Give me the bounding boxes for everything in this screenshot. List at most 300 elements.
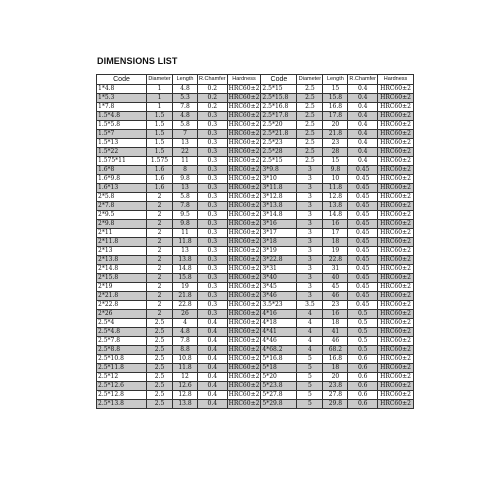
cell-hardness: HRC60±2 <box>228 319 260 326</box>
cell-chamfer: 0.3 <box>198 292 228 301</box>
cell-code: 1*4.8 <box>97 85 147 94</box>
cell-hardness: HRC60±2 <box>378 139 414 148</box>
table-row <box>97 337 414 346</box>
table-row <box>97 238 414 247</box>
cell-hardness: HRC60±2 <box>378 238 414 247</box>
cell-diameter: 4 <box>297 328 323 337</box>
table-row <box>97 400 414 409</box>
cell-length: 9.8 <box>323 166 348 175</box>
cell-hardness: HRC60±2 <box>228 274 260 281</box>
cell-hardness: HRC60±2 <box>228 310 260 317</box>
cell-chamfer: 0.3 <box>198 256 228 265</box>
table-row <box>97 103 414 112</box>
table-row <box>97 85 414 94</box>
table-row <box>97 193 414 202</box>
header-code: Code <box>97 75 147 85</box>
cell-chamfer: 0.45 <box>348 220 378 229</box>
cell-chamfer: 0.45 <box>348 274 378 283</box>
cell-chamfer: 0.3 <box>198 220 228 229</box>
cell-chamfer: 0.3 <box>198 211 228 220</box>
cell-hardness: HRC60±2 <box>378 265 414 274</box>
header-length: Length <box>323 75 348 85</box>
cell-code: 3*46 <box>261 292 297 301</box>
cell-length: 18 <box>323 364 348 373</box>
cell-chamfer: 0.3 <box>198 175 228 184</box>
cell-code: 2*9.8 <box>97 220 147 229</box>
cell-length: 16.8 <box>323 103 348 112</box>
cell-code: 2.5*7.8 <box>97 337 147 346</box>
cell-length: 19 <box>173 283 198 292</box>
cell-diameter: 3 <box>297 229 323 238</box>
cell-length: 11 <box>173 157 198 166</box>
cell-code: 1.5*22 <box>97 148 147 157</box>
cell-chamfer: 0.3 <box>198 310 228 319</box>
cell-code: 2.5*17.8 <box>261 112 297 121</box>
cell-hardness: HRC60±2 <box>378 85 414 94</box>
cell-chamfer: 0.45 <box>348 229 378 238</box>
cell-length: 20 <box>323 121 348 130</box>
cell-length: 12.6 <box>173 382 198 391</box>
header-chamfer: R.Chamfer <box>198 75 228 85</box>
cell-length: 5.3 <box>173 94 198 103</box>
cell-hardness: HRC60±2 <box>228 301 260 308</box>
cell-length: 46 <box>323 337 348 346</box>
cell-hardness: HRC60±2 <box>378 103 414 112</box>
cell-diameter: 3 <box>297 211 323 220</box>
cell-hardness: HRC60±2 <box>378 283 414 292</box>
table-row <box>97 355 414 364</box>
cell-chamfer: 0.4 <box>198 346 228 355</box>
table-row <box>97 301 414 310</box>
cell-diameter: 3 <box>297 247 323 256</box>
cell-diameter: 4 <box>297 346 323 355</box>
cell-chamfer: 0.45 <box>348 301 378 310</box>
cell-length: 9.5 <box>173 211 198 220</box>
cell-length: 18 <box>323 238 348 247</box>
cell-chamfer: 0.4 <box>198 373 228 382</box>
cell-hardness: HRC60±2 <box>378 382 414 391</box>
cell-chamfer: 0.3 <box>198 274 228 283</box>
cell-length: 26 <box>173 310 198 319</box>
cell-length: 22 <box>173 148 198 157</box>
cell-diameter: 2.5 <box>147 400 173 409</box>
cell-length: 22.8 <box>323 256 348 265</box>
cell-diameter: 2 <box>147 202 173 211</box>
cell-hardness: HRC60±2 <box>228 103 260 110</box>
cell-chamfer: 0.3 <box>198 121 228 130</box>
cell-chamfer: 0.4 <box>198 337 228 346</box>
cell-length: 16 <box>323 220 348 229</box>
cell-chamfer: 0.4 <box>348 112 378 121</box>
table-row <box>97 229 414 238</box>
cell-length: 29.8 <box>323 400 348 409</box>
cell-code: 5*23.8 <box>261 382 297 391</box>
table-row <box>97 382 414 391</box>
cell-chamfer: 0.4 <box>348 157 378 166</box>
cell-diameter: 2.5 <box>297 121 323 130</box>
cell-code: 1.5*4.8 <box>97 112 147 121</box>
cell-length: 11 <box>173 229 198 238</box>
cell-diameter: 1.5 <box>147 112 173 121</box>
cell-code: 4*68.2 <box>261 346 297 355</box>
cell-diameter: 4 <box>297 310 323 319</box>
cell-length: 20 <box>323 373 348 382</box>
cell-chamfer: 0.3 <box>198 301 228 310</box>
cell-hardness: HRC60±2 <box>378 319 414 328</box>
cell-code: 3*18 <box>261 238 297 247</box>
cell-code: 2*13 <box>97 247 147 256</box>
cell-length: 15.8 <box>173 274 198 283</box>
cell-hardness: HRC60±2 <box>378 112 414 121</box>
cell-code: 1.5*13 <box>97 139 147 148</box>
table-row <box>97 211 414 220</box>
cell-diameter: 2.5 <box>297 130 323 139</box>
cell-chamfer: 0.3 <box>198 238 228 247</box>
cell-diameter: 2 <box>147 283 173 292</box>
cell-diameter: 2.5 <box>147 382 173 391</box>
cell-length: 45 <box>323 283 348 292</box>
cell-code: 2*22.8 <box>97 301 147 310</box>
cell-diameter: 5 <box>297 400 323 409</box>
cell-hardness: HRC60±2 <box>228 292 260 299</box>
cell-chamfer: 0.3 <box>198 265 228 274</box>
cell-hardness: HRC60±2 <box>228 283 260 290</box>
cell-chamfer: 0.2 <box>198 103 228 112</box>
cell-chamfer: 0.45 <box>348 202 378 211</box>
cell-code: 2*14.8 <box>97 265 147 274</box>
cell-length: 31 <box>323 265 348 274</box>
cell-chamfer: 0.45 <box>348 247 378 256</box>
cell-chamfer: 0.5 <box>348 319 378 328</box>
cell-diameter: 2.5 <box>147 319 173 328</box>
cell-hardness: HRC60±2 <box>228 391 260 398</box>
cell-diameter: 2 <box>147 247 173 256</box>
cell-length: 11.8 <box>323 184 348 193</box>
table-row <box>97 166 414 175</box>
cell-code: 2*15.8 <box>97 274 147 283</box>
cell-length: 4.8 <box>173 112 198 121</box>
table-row <box>97 112 414 121</box>
cell-length: 12.8 <box>173 391 198 400</box>
cell-chamfer: 0.45 <box>348 283 378 292</box>
cell-code: 2.5*12.6 <box>97 382 147 391</box>
cell-diameter: 5 <box>297 382 323 391</box>
cell-chamfer: 0.3 <box>198 166 228 175</box>
cell-length: 5.8 <box>173 193 198 202</box>
cell-chamfer: 0.5 <box>348 337 378 346</box>
cell-hardness: HRC60±2 <box>228 184 260 191</box>
cell-code: 1.575*11 <box>97 157 147 166</box>
cell-length: 13.8 <box>173 256 198 265</box>
table-row <box>97 139 414 148</box>
cell-hardness: HRC60±2 <box>228 337 260 344</box>
cell-hardness: HRC60±2 <box>228 211 260 218</box>
cell-length: 14.8 <box>323 211 348 220</box>
cell-code: 2.5*15.8 <box>261 94 297 103</box>
cell-hardness: HRC60±2 <box>228 175 260 182</box>
cell-diameter: 3 <box>297 193 323 202</box>
cell-hardness: HRC60±2 <box>228 355 260 362</box>
cell-chamfer: 0.4 <box>348 85 378 94</box>
cell-diameter: 2 <box>147 238 173 247</box>
cell-code: 2.5*28 <box>261 148 297 157</box>
cell-diameter: 2 <box>147 265 173 274</box>
cell-chamfer: 0.45 <box>348 175 378 184</box>
cell-length: 14.8 <box>173 265 198 274</box>
cell-hardness: HRC60±2 <box>228 85 260 92</box>
cell-chamfer: 0.5 <box>348 310 378 319</box>
header-diameter: Diameter <box>147 75 173 85</box>
cell-length: 8.8 <box>173 346 198 355</box>
cell-code: 2.5*23 <box>261 139 297 148</box>
cell-length: 27.8 <box>323 391 348 400</box>
cell-length: 11.8 <box>173 238 198 247</box>
cell-chamfer: 0.45 <box>348 265 378 274</box>
cell-code: 2*7.8 <box>97 202 147 211</box>
cell-hardness: HRC60±2 <box>228 364 260 371</box>
header-diameter: Diameter <box>297 75 323 85</box>
cell-chamfer: 0.45 <box>348 166 378 175</box>
cell-chamfer: 0.4 <box>198 328 228 337</box>
cell-chamfer: 0.45 <box>348 193 378 202</box>
cell-length: 13.8 <box>173 400 198 409</box>
cell-code: 3*11.8 <box>261 184 297 193</box>
cell-diameter: 1.5 <box>147 130 173 139</box>
cell-length: 13 <box>173 247 198 256</box>
table-row <box>97 319 414 328</box>
cell-length: 15 <box>323 85 348 94</box>
cell-code: 1*5.3 <box>97 94 147 103</box>
cell-hardness: HRC60±2 <box>228 112 260 119</box>
cell-code: 2.5*8.8 <box>97 346 147 355</box>
cell-hardness: HRC60±2 <box>378 121 414 130</box>
cell-chamfer: 0.6 <box>348 364 378 373</box>
cell-hardness: HRC60±2 <box>378 400 414 409</box>
cell-chamfer: 0.6 <box>348 400 378 409</box>
cell-hardness: HRC60±2 <box>228 166 260 173</box>
cell-diameter: 1.5 <box>147 148 173 157</box>
table-row <box>97 310 414 319</box>
table-row <box>97 202 414 211</box>
cell-diameter: 2 <box>147 310 173 319</box>
table-header-row <box>97 75 414 85</box>
cell-code: 1.6*9.8 <box>97 175 147 184</box>
cell-length: 7.8 <box>173 202 198 211</box>
cell-length: 21.8 <box>173 292 198 301</box>
table-row <box>97 274 414 283</box>
cell-length: 8 <box>173 166 198 175</box>
cell-diameter: 1.575 <box>147 157 173 166</box>
cell-chamfer: 0.4 <box>198 400 228 409</box>
cell-hardness: HRC60±2 <box>378 301 414 310</box>
cell-length: 23 <box>323 301 348 310</box>
cell-hardness: HRC60±2 <box>228 247 260 254</box>
cell-code: 2.5*12 <box>97 373 147 382</box>
cell-length: 17.8 <box>323 112 348 121</box>
cell-code: 3*12.8 <box>261 193 297 202</box>
table-row <box>97 175 414 184</box>
cell-code: 1.5*7 <box>97 130 147 139</box>
cell-code: 2.5*12.8 <box>97 391 147 400</box>
cell-chamfer: 0.5 <box>348 346 378 355</box>
cell-chamfer: 0.3 <box>198 148 228 157</box>
cell-code: 3*17 <box>261 229 297 238</box>
cell-diameter: 1 <box>147 94 173 103</box>
cell-code: 1.6*8 <box>97 166 147 175</box>
cell-hardness: HRC60±2 <box>228 229 260 236</box>
cell-code: 2*5.8 <box>97 193 147 202</box>
cell-hardness: HRC60±2 <box>378 175 414 184</box>
cell-chamfer: 0.6 <box>348 373 378 382</box>
table-row <box>97 157 414 166</box>
cell-diameter: 2.5 <box>147 337 173 346</box>
cell-hardness: HRC60±2 <box>228 220 260 227</box>
cell-chamfer: 0.45 <box>348 184 378 193</box>
cell-length: 10 <box>323 175 348 184</box>
cell-diameter: 2 <box>147 193 173 202</box>
cell-code: 2*11.8 <box>97 238 147 247</box>
cell-chamfer: 0.4 <box>348 121 378 130</box>
cell-code: 2.5*15 <box>261 157 297 166</box>
cell-code: 2.5*4 <box>97 319 147 328</box>
cell-code: 3*14.8 <box>261 211 297 220</box>
cell-code: 3.5*23 <box>261 301 297 310</box>
cell-diameter: 2.5 <box>147 346 173 355</box>
cell-diameter: 5 <box>297 355 323 364</box>
cell-diameter: 2 <box>147 292 173 301</box>
cell-length: 22.8 <box>173 301 198 310</box>
cell-diameter: 3 <box>297 265 323 274</box>
cell-chamfer: 0.45 <box>348 256 378 265</box>
cell-diameter: 2.5 <box>147 373 173 382</box>
cell-diameter: 3 <box>297 166 323 175</box>
cell-length: 11.8 <box>173 364 198 373</box>
cell-chamfer: 0.4 <box>348 103 378 112</box>
cell-diameter: 1.6 <box>147 166 173 175</box>
cell-hardness: HRC60±2 <box>228 265 260 272</box>
cell-chamfer: 0.3 <box>198 130 228 139</box>
cell-code: 2*13.8 <box>97 256 147 265</box>
cell-hardness: HRC60±2 <box>228 121 260 128</box>
table-row <box>97 130 414 139</box>
cell-diameter: 1.5 <box>147 121 173 130</box>
cell-chamfer: 0.4 <box>198 382 228 391</box>
cell-diameter: 4 <box>297 337 323 346</box>
cell-code: 2.5*10.8 <box>97 355 147 364</box>
table-row <box>97 148 414 157</box>
cell-hardness: HRC60±2 <box>378 94 414 103</box>
cell-diameter: 4 <box>297 319 323 328</box>
cell-code: 3*40 <box>261 274 297 283</box>
cell-length: 18 <box>323 319 348 328</box>
cell-hardness: HRC60±2 <box>378 391 414 400</box>
cell-hardness: HRC60±2 <box>228 148 260 155</box>
cell-code: 1.6*13 <box>97 184 147 193</box>
cell-length: 12.8 <box>323 193 348 202</box>
cell-length: 4.8 <box>173 85 198 94</box>
cell-chamfer: 0.4 <box>198 355 228 364</box>
cell-diameter: 2.5 <box>147 328 173 337</box>
table-row <box>97 391 414 400</box>
cell-diameter: 2 <box>147 274 173 283</box>
cell-hardness: HRC60±2 <box>378 184 414 193</box>
cell-chamfer: 0.4 <box>348 94 378 103</box>
cell-length: 10.8 <box>173 355 198 364</box>
cell-diameter: 5 <box>297 364 323 373</box>
cell-code: 5*27.8 <box>261 391 297 400</box>
cell-hardness: HRC60±2 <box>378 166 414 175</box>
cell-hardness: HRC60±2 <box>378 328 414 337</box>
cell-chamfer: 0.3 <box>198 202 228 211</box>
cell-chamfer: 0.4 <box>348 130 378 139</box>
cell-chamfer: 0.3 <box>198 139 228 148</box>
cell-code: 3*13.8 <box>261 202 297 211</box>
cell-diameter: 1 <box>147 85 173 94</box>
table-row <box>97 328 414 337</box>
cell-length: 15.8 <box>323 94 348 103</box>
cell-code: 2*26 <box>97 310 147 319</box>
cell-code: 4*46 <box>261 337 297 346</box>
cell-chamfer: 0.2 <box>198 85 228 94</box>
dimensions-table <box>96 74 414 409</box>
cell-length: 46 <box>323 292 348 301</box>
cell-code: 5*18 <box>261 364 297 373</box>
table-row <box>97 373 414 382</box>
cell-length: 16 <box>323 310 348 319</box>
cell-length: 16.8 <box>323 355 348 364</box>
table-row <box>97 220 414 229</box>
cell-chamfer: 0.4 <box>198 391 228 400</box>
header-chamfer: R.Chamfer <box>348 75 378 85</box>
cell-diameter: 2.5 <box>147 355 173 364</box>
cell-hardness: HRC60±2 <box>378 148 414 157</box>
cell-chamfer: 0.6 <box>348 391 378 400</box>
cell-chamfer: 0.6 <box>348 382 378 391</box>
cell-code: 5*16.8 <box>261 355 297 364</box>
cell-length: 41 <box>323 328 348 337</box>
cell-hardness: HRC60±2 <box>378 193 414 202</box>
cell-code: 2.5*20 <box>261 121 297 130</box>
cell-code: 3*19 <box>261 247 297 256</box>
cell-length: 7.8 <box>173 103 198 112</box>
cell-chamfer: 0.3 <box>198 247 228 256</box>
cell-hardness: HRC60±2 <box>378 229 414 238</box>
cell-length: 4.8 <box>173 328 198 337</box>
cell-code: 3*10 <box>261 175 297 184</box>
cell-length: 17 <box>323 229 348 238</box>
cell-length: 13.8 <box>323 202 348 211</box>
cell-code: 4*16 <box>261 310 297 319</box>
cell-hardness: HRC60±2 <box>378 274 414 283</box>
header-code: Code <box>261 75 297 85</box>
cell-diameter: 5 <box>297 391 323 400</box>
cell-code: 2.5*15 <box>261 85 297 94</box>
cell-chamfer: 0.4 <box>348 148 378 157</box>
cell-chamfer: 0.3 <box>198 193 228 202</box>
cell-diameter: 2.5 <box>147 391 173 400</box>
cell-diameter: 2.5 <box>297 139 323 148</box>
cell-hardness: HRC60±2 <box>228 193 260 200</box>
cell-diameter: 2 <box>147 301 173 310</box>
cell-length: 7.8 <box>173 337 198 346</box>
cell-hardness: HRC60±2 <box>378 292 414 301</box>
cell-chamfer: 0.5 <box>348 328 378 337</box>
cell-code: 4*41 <box>261 328 297 337</box>
cell-code: 5*29.8 <box>261 400 297 409</box>
cell-diameter: 2 <box>147 211 173 220</box>
table-row <box>97 247 414 256</box>
cell-length: 13 <box>173 184 198 193</box>
